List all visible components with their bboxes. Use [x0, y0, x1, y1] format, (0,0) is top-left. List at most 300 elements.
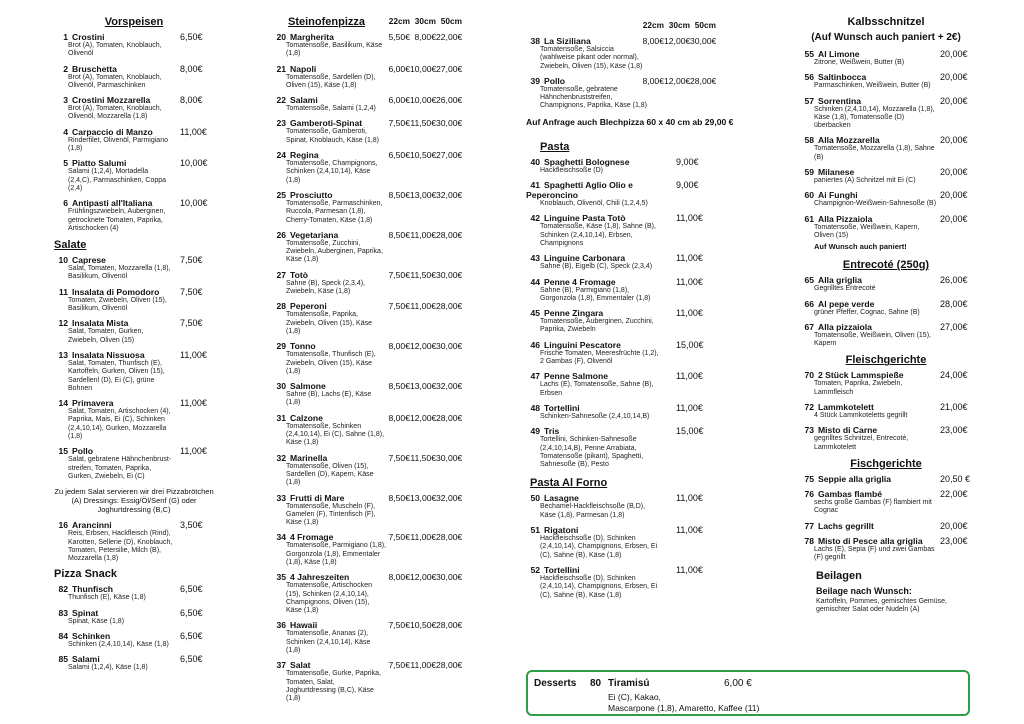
menu-item-price: 11,50€ — [410, 118, 436, 129]
menu-item-description: Hackfleischsoße (D) — [540, 166, 604, 174]
menu-item-price: 11,00€ — [676, 525, 703, 536]
menu-item-price: 32,00€ — [436, 381, 463, 392]
menu-item-price: 6,50€ — [388, 150, 410, 161]
menu-item-number: 36 — [276, 620, 286, 631]
menu-item-number: 45 — [530, 308, 540, 319]
menu-item-number: 39 — [530, 75, 540, 86]
menu-item — [54, 631, 214, 649]
menu-item-price: 8,50€ — [388, 229, 410, 240]
menu-item-name: Gambas flambé — [818, 488, 882, 499]
menu-item-number: 3 — [63, 95, 68, 106]
menu-item-description: Sahne (B), Parmigiano (1,8), Gorgonzola (1,8), Emmentaler (1,8) — [540, 286, 651, 302]
menu-item-description: Tomatensoße, Champignons, Schinken (2,4,10,14), Käse (1,8) — [286, 160, 378, 184]
menu-item-description: Bechamel-Hackfleischsoße (B,D), Käse (1,8), Parmesan (1,8) — [540, 503, 646, 519]
pizza-size-header-2 — [638, 20, 716, 30]
menu-item-price: 8,50€ — [388, 381, 410, 392]
menu-item-name: Gamberoti-Spinat — [290, 118, 363, 129]
menu-item-prices — [384, 341, 462, 351]
menu-item-description: Tomatensoße, Parmigiano (1,8), Gorgonzola (1,8), Emmentaler (1,8), Käse (1,8) — [286, 542, 386, 566]
menu-item-price: 11,00€ — [676, 276, 703, 287]
menu-item — [54, 608, 214, 626]
menu-item-description: Tomatensoße, Käse (1,8), Sahne (B), Schinken (2,4,10,14), Erbsen, Champignons — [540, 223, 656, 247]
menu-item-name: Alla griglia — [818, 275, 862, 286]
menu-item-number: 11 — [58, 286, 68, 297]
forno-list — [526, 493, 746, 599]
menu-item-number: 14 — [58, 398, 68, 409]
menu-item — [526, 277, 746, 304]
menu-item-price: 30,00€ — [436, 452, 463, 463]
menu-item — [800, 322, 972, 349]
menu-item-price: 30,00€ — [690, 36, 717, 46]
menu-item-number: 46 — [530, 339, 540, 350]
section-title-entrecote: Entrecoté (250g) — [842, 259, 930, 272]
menu-item-price: 11,00€ — [180, 349, 207, 360]
menu-item-number: 41 — [530, 180, 540, 191]
menu-item-price: 11,00€ — [410, 532, 436, 543]
menu-item-price: 11,00€ — [676, 308, 703, 319]
menu-item-number: 83 — [58, 607, 68, 618]
menu-item-name: Tris — [544, 426, 560, 437]
menu-item-name: Alla Mozzarella — [818, 135, 880, 146]
menu-item-number: 15 — [58, 446, 68, 457]
menu-item-description: Salat, Tomaten, Mozzarella (1,8), Basilikum, Olivenöl — [68, 265, 171, 281]
menu-item-title — [526, 525, 746, 535]
menu-item-price: 10,00€ — [180, 158, 208, 169]
menu-item-price: 13,00€ — [410, 189, 437, 200]
menu-item-price: 8,00€ — [180, 63, 203, 74]
menu-item-price: 22,00€ — [940, 488, 968, 499]
menu-item-number: 47 — [530, 371, 540, 382]
menu-item-number: 72 — [804, 402, 814, 413]
menu-item — [54, 255, 214, 282]
menu-item-name: Misto di Pesce alla griglia — [818, 535, 923, 546]
menu-item-number: 16 — [58, 520, 68, 531]
menu-item-description: Salat, Tomaten, Artischocken (4), Paprika, Mais, Ei (C), Schinken (2,4,10,14), Gurken, Mozzarella (1,8) — [68, 408, 171, 441]
menu-item-description: Tomatensoße, Mozzarella (1,8), Sahne (B) — [814, 145, 935, 161]
menu-item-price: 8,00€ — [642, 36, 664, 46]
menu-item-price: 12,00€ — [664, 36, 691, 46]
menu-item-title — [526, 277, 746, 287]
menu-item-number: 23 — [276, 118, 286, 129]
menu-item-title — [526, 565, 746, 575]
menu-item-number: 27 — [276, 269, 286, 280]
menu-item — [526, 371, 746, 398]
menu-item-prices — [638, 76, 716, 86]
menu-item-description: Rinderfilet, Olivenöl, Parmigiano (1,8) — [68, 136, 168, 153]
menu-item — [526, 308, 746, 335]
salate-list — [54, 255, 214, 481]
menu-item-number: 85 — [58, 654, 68, 665]
menu-item-title — [526, 371, 746, 381]
pizza-size-header — [384, 16, 462, 26]
menu-item-price: 7,50€ — [388, 532, 410, 543]
size-50: 50cm — [440, 16, 462, 26]
menu-item-description: paniertes (A) Schnitzel mit Ei (C) — [814, 177, 916, 185]
size-30: 30cm — [414, 16, 436, 26]
menu-item-prices — [384, 453, 462, 463]
size-22: 22cm — [388, 16, 410, 26]
menu-item-description: Tomatensoße, Basilikum, Käse (1,8) — [286, 42, 383, 58]
menu-item-name: Lammkotelett — [818, 402, 874, 413]
menu-item-description: Sahne (B), Lachs (E), Käse (1,8) — [286, 391, 372, 407]
menu-item-name: Carpaccio di Manzo — [72, 126, 153, 137]
pasta-list — [526, 157, 746, 470]
menu-item — [54, 287, 214, 314]
menu-item-number: 65 — [804, 275, 814, 286]
menu-item-price: 12,00€ — [410, 412, 437, 423]
menu-item-price: 28,00€ — [436, 412, 463, 423]
menu-item-description: Tomatensoße, gebratene Hähnchenbruststreifen, Champignons, Paprika, Käse (1,8) — [540, 85, 647, 110]
menu-item — [800, 214, 972, 241]
menu-item — [800, 536, 972, 563]
menu-item-prices — [384, 190, 462, 200]
menu-item-name: 2 Stück Lammspieße — [818, 370, 904, 381]
menu-item-description: Tomatensoße, Auberginen, Zucchini, Paprika, Zwiebeln — [540, 318, 654, 334]
menu-item-prices — [638, 36, 716, 46]
menu-item-price: 8,00€ — [388, 572, 410, 583]
menu-item-name: Lasagne — [544, 493, 579, 504]
menu-item-price: 12,00€ — [410, 572, 437, 583]
section-title-fischgerichte: Fischgerichte — [850, 457, 922, 470]
entrecote-list — [800, 275, 972, 348]
menu-item-description: Salat, gebratene Hähnchenbrust-streifen, Tomaten, Paprika, Gurken, Zwiebeln, Ei (C) — [68, 456, 172, 480]
menu-item-number: 32 — [276, 452, 286, 463]
menu-item-number: 66 — [804, 298, 814, 309]
menu-item-description: Tomatensoße, Muscheln (F), Gamelen (F), Tintenfisch (F), Käse (1,8) — [286, 502, 376, 527]
menu-item-name: Penne 4 Fromage — [544, 276, 616, 287]
menu-item-price: 30,00€ — [436, 269, 463, 280]
menu-item-name: Linguine Pasta Totò — [544, 213, 626, 224]
menu-item-number: 67 — [804, 321, 814, 332]
menu-item-name: Salami — [72, 654, 100, 665]
pizza-list — [272, 32, 492, 704]
menu-item-number: 55 — [804, 49, 814, 59]
menu-item-number: 49 — [530, 426, 540, 437]
menu-item-number: 34 — [276, 532, 286, 543]
menu-item — [54, 127, 214, 154]
menu-item-title — [526, 340, 746, 350]
menu-item-price: 23,00€ — [940, 535, 968, 546]
menu-item-price: 7,50€ — [388, 452, 410, 463]
menu-item — [800, 299, 972, 317]
menu-item — [54, 584, 214, 602]
menu-item-price: 12,00€ — [664, 75, 691, 86]
menu-item — [272, 381, 492, 408]
paniert-note: Auf Wunsch auch paniert! — [814, 242, 907, 252]
menu-item-name: Alla Pizzaiola — [818, 213, 873, 224]
menu-item-description: Tomatensoße, Gamberoti, Spinat, Knoblauch, Käse (1,8) — [286, 128, 380, 144]
menu-item-price: 9,00€ — [676, 180, 699, 191]
menu-item-number: 20 — [276, 32, 286, 42]
menu-item-prices — [384, 118, 462, 128]
menu-item-prices — [384, 64, 462, 74]
menu-item-description: Zitrone, Weißwein, Butter (B) — [814, 59, 905, 66]
menu-item-price: 20,00€ — [940, 135, 968, 146]
menu-item-price: 5,50€ — [388, 32, 410, 42]
menu-item-price: 20,00€ — [940, 95, 968, 106]
menu-item-price: 27,00€ — [436, 150, 463, 161]
menu-item-name: Vegetariana — [290, 229, 339, 240]
menu-item-name: Seppie alla griglia — [818, 473, 892, 484]
menu-item-number: 29 — [276, 341, 286, 352]
menu-item-name: Al Limone — [818, 49, 860, 59]
menu-item-name: Salmone — [290, 381, 326, 392]
menu-item-price: 7,50€ — [388, 620, 410, 631]
menu-item-number: 82 — [58, 584, 68, 595]
menu-item-price: 3,50€ — [180, 520, 203, 531]
section-title-pasta-al-forno: Pasta Al Forno — [530, 477, 608, 490]
menu-item-name: Alla pizzaiola — [818, 321, 872, 332]
menu-item-name: Antipasti all'Italiana — [72, 198, 153, 209]
menu-item-name: Calzone — [290, 412, 323, 423]
menu-item-description: Brot (A), Tomaten, Knoblauch, Olivenöl, Parmaschinken — [68, 73, 162, 89]
menu-item-price: 15,00€ — [676, 426, 704, 437]
menu-item-number: 61 — [804, 213, 814, 224]
menu-item-title — [526, 308, 746, 318]
menu-item-name: Frutti di Mare — [290, 492, 345, 503]
menu-item-price: 11,00€ — [676, 564, 703, 575]
menu-item-price: 6,50€ — [180, 32, 203, 42]
menu-item-number: 38 — [530, 36, 540, 46]
menu-item-number: 12 — [58, 318, 68, 329]
menu-item-price: 15,00€ — [676, 339, 704, 350]
menu-item-description: Tomatensoße, Zucchini, Zwiebeln, Auberginen, Paprika, Käse (1,8) — [286, 239, 383, 264]
menu-item-description: Reis, Erbsen, Hackfleisch (Rind), Karotten, Sellerie (D), Knoblauch, Tomaten, Petersilie, Milch (B), Mozzarella (1,8) — [68, 530, 173, 563]
menu-item-name: Ai Funghi — [818, 190, 858, 201]
menu-item-name: Milanese — [818, 167, 855, 178]
menu-item-title — [526, 426, 746, 436]
menu-item-price: 22,00€ — [436, 32, 463, 42]
menu-item-price: 11,00€ — [676, 213, 703, 224]
menu-item-name: Regina — [290, 150, 319, 161]
column-fleisch — [800, 12, 972, 615]
menu-item-prices — [384, 660, 462, 670]
menu-item-description: Tomaten, Zwiebeln, Oliven (15), Basilikum, Olivenöl — [68, 296, 167, 313]
menu-item-title — [526, 157, 746, 167]
menu-item-description: Parmaschinken, Weißwein, Butter (B) — [814, 82, 931, 90]
menu-item-price: 9,00€ — [676, 156, 699, 167]
menu-item-description: Hackfleischsoße (D), Schinken (2,4,10,14), Champignons, Erbsen, Ei (C), Sahne (B), Käse (1,8) — [540, 574, 658, 599]
fleisch-list — [800, 370, 972, 451]
menu-item-name: Salami — [290, 95, 318, 106]
menu-item-prices — [384, 413, 462, 423]
menu-item-price: 27,00€ — [940, 321, 968, 332]
menu-item — [272, 341, 492, 376]
menu-item-name: Arancinni — [72, 520, 112, 531]
menu-item-prices — [384, 572, 462, 582]
menu-item-number: 21 — [276, 63, 286, 74]
menu-item — [526, 340, 746, 367]
menu-item-description: Tomatensoße, Weißwein, Oliven (15), Kapern — [814, 331, 931, 348]
menu-item-description: Spinat, Käse (1,8) — [68, 617, 125, 625]
menu-item — [526, 525, 746, 560]
menu-item-name: Napoli — [290, 63, 317, 74]
menu-item-price: 11,00€ — [410, 301, 436, 312]
column-vorspeisen — [54, 12, 214, 678]
menu-item-name: Hawaii — [290, 620, 318, 631]
menu-item-number: 73 — [804, 425, 814, 436]
menu-item-price: 13,00€ — [410, 492, 437, 503]
menu-item-prices — [384, 150, 462, 160]
menu-item-number: 37 — [276, 660, 286, 671]
menu-item-price: 24,00€ — [940, 370, 968, 381]
menu-item-prices — [384, 230, 462, 240]
menu-item — [800, 167, 972, 185]
menu-item-price: 7,50€ — [388, 118, 410, 129]
menu-item-description: Gegrilltes Entrecoté — [814, 285, 876, 293]
menu-item-name: Saltinbocca — [818, 72, 867, 83]
menu-item-description: Salami (1,2,4), Mortadella (2,4,C), Parmaschinken, Coppa (2,4) — [68, 168, 167, 192]
menu-item-name: Al pepe verde — [818, 298, 875, 309]
menu-item-name: Salat — [290, 660, 311, 671]
menu-item — [272, 493, 492, 528]
menu-item — [526, 403, 746, 421]
menu-item-name: Prosciutto — [290, 189, 333, 200]
menu-item-number: 75 — [804, 473, 814, 484]
menu-item — [272, 532, 492, 567]
menu-item-description: Tomatensoße, Salsiccia (wahlweise pikant oder normal), Zwiebeln, Oliven (15), Käse (1,8) — [540, 46, 643, 70]
menu-item-description: Champignon-Weißwein-Sahnesoße (B) — [814, 200, 937, 208]
dessert-desc-1: Ei (C), Kakao, — [608, 692, 661, 702]
menu-item-description: Tomatensoße, Parmaschinken, Ruccola, Parmesan (1,8), Cherry-Tomaten, Käse (1,8) — [286, 199, 383, 224]
menu-item-price: 10,00€ — [180, 198, 208, 209]
menu-item-number: 28 — [276, 301, 286, 312]
menu-item-name: Thunfisch — [72, 584, 114, 595]
vorspeisen-list — [54, 32, 214, 233]
menu-item — [272, 150, 492, 185]
fisch-list — [800, 474, 972, 562]
menu-item — [272, 64, 492, 91]
size-30b: 30cm — [668, 20, 690, 30]
menu-item-description: Schinken (2,4,10,14), Käse (1,8) — [68, 640, 169, 648]
menu-item — [800, 49, 972, 67]
menu-item-description: Tomatensoße, Weißwein, Kapern, Oliven (15) — [814, 223, 920, 239]
menu-item-number: 35 — [276, 572, 286, 583]
menu-item-price: 32,00€ — [436, 492, 463, 503]
menu-item-price: 6,50€ — [180, 584, 203, 595]
menu-item-price: 10,00€ — [410, 95, 437, 106]
menu-item — [54, 318, 214, 345]
menu-item-price: 10,00€ — [410, 63, 437, 74]
menu-item-description: Tomaten, Paprika, Zwiebeln, Lammfleisch — [814, 380, 903, 396]
menu-item — [800, 275, 972, 293]
menu-item-price: 8,00€ — [642, 75, 664, 86]
menu-item-price: 30,00€ — [436, 572, 463, 583]
menu-item-number: 10 — [58, 255, 68, 266]
menu-item-price: 10,50€ — [410, 620, 437, 631]
menu-item-description: Salami (1,2,4), Käse (1,8) — [68, 664, 148, 672]
menu-item — [800, 521, 972, 531]
menu-item — [526, 76, 746, 111]
menu-item-number: 78 — [804, 535, 814, 546]
menu-item-description: Tomatensoße, Gurke, Paprika, Tomaten, Salat, Joghurtdressing (B,C), Käse (1,8) — [286, 670, 381, 703]
menu-item-description: Salat, Tomaten, Thunfisch (E), Kartoffeln, Gurken, Oliven (15), Sardellenl (D), Ei (C), grüne Bohnen — [68, 359, 165, 392]
menu-item-name: Spinat — [72, 607, 99, 618]
menu-item — [526, 565, 746, 600]
menu-item-number: 22 — [276, 95, 286, 106]
dessert-desc-2: Mascarpone (1,8), Amaretto, Kaffee (11) — [608, 703, 760, 713]
menu-item — [272, 660, 492, 703]
menu-item-description: Tomatensoße, Artischocken (15), Schinken (2,4,10,14), Champignons, Oliven (15), Käse (1,8) — [286, 582, 372, 615]
menu-item-number: 84 — [58, 630, 68, 641]
menu-item-price: 6,00€ — [388, 95, 410, 106]
menu-item-name: Rigatoni — [544, 525, 579, 536]
menu-item-number: 31 — [276, 412, 286, 423]
menu-item-price: 11,50€ — [410, 269, 436, 280]
menu-item-description: Tomatensoße, Sardellen (D), Oliven (15), Käse (1,8) — [286, 73, 376, 89]
menu-item-number: 57 — [804, 95, 814, 106]
menu-item — [54, 158, 214, 193]
menu-item — [54, 446, 214, 481]
menu-item-description: Tortellini, Schinken-Sahnesoße (2,4,10,14,B), Penne Arrabiata, Tomatensoße (pikant), Spaghetti, Sahnesoße (B), Pesto — [540, 436, 644, 469]
menu-item-name: Spaghetti Bolognese — [544, 156, 630, 167]
menu-item-name: Linguini Pescatore — [544, 339, 621, 350]
menu-item-price: 6,00€ — [388, 63, 410, 74]
menu-item-name: Bruschetta — [72, 63, 117, 74]
menu-item-price: 8,00€ — [414, 32, 436, 42]
menu-item — [800, 474, 972, 484]
menu-item-name: Crostini Mozzarella — [72, 95, 151, 106]
menu-item-price: 7,50€ — [388, 301, 410, 312]
menu-item-description: Schinken (2,4,10,14), Mozzarella (1,8), Käse (1,8), Tomatensoße (D) überbacken — [814, 105, 935, 130]
menu-item-name: Margherita — [290, 32, 334, 42]
menu-item-description: sechs große Gambas (F) flambiert mit Cognac — [814, 498, 932, 515]
menu-item-description: Hackfleischsoße (D), Schinken (2,4,10,14), Champignons, Erbsen, Ei (C), Sahne (B), Käse (1,8) — [540, 535, 658, 559]
section-title-pizza-snack: Pizza Snack — [54, 568, 117, 581]
dessert-price: 6,00 € — [724, 678, 752, 689]
menu-item-number: 24 — [276, 150, 286, 161]
menu-item-name: Misto di Carne — [818, 425, 878, 436]
menu-item-description: Tomatensoße, Schinken (2,4,10,14), Ei (C), Sahne (1,8), Käse (1,8) — [286, 422, 385, 447]
menu-item-price: 8,50€ — [388, 492, 410, 503]
menu-item-name: 4 Jahreszeiten — [290, 572, 350, 583]
snack-list — [54, 584, 214, 672]
menu-item — [272, 230, 492, 265]
menu-item — [526, 426, 746, 469]
menu-item-name: Peperoni — [290, 301, 327, 312]
menu-item-number: 76 — [804, 488, 814, 499]
menu-item-description: Salat, Tomaten, Gurken, Zwiebeln, Oliven (15) — [68, 328, 144, 344]
menu-item-price: 30,00€ — [436, 341, 463, 352]
menu-item-prices — [384, 620, 462, 630]
menu-item-name: Marinella — [290, 452, 328, 463]
menu-item-name: Sorrentina — [818, 95, 861, 106]
menu-item-number: 50 — [530, 493, 540, 504]
menu-item-number: 43 — [530, 253, 540, 264]
menu-item-prices — [384, 32, 462, 42]
section-title-vorspeisen: Vorspeisen — [104, 16, 164, 28]
dessert-name: Tiramisú — [608, 678, 650, 689]
menu-item-price: 20,00€ — [940, 213, 968, 224]
menu-item-name: Tonno — [290, 341, 316, 352]
menu-item-price: 30,00€ — [436, 118, 463, 129]
menu-item — [526, 36, 746, 71]
menu-item-price: 7,50€ — [180, 255, 203, 266]
menu-item-name: Insalata di Pomodoro — [72, 286, 160, 297]
menu-item-name: Penne Zingara — [544, 308, 604, 319]
menu-item-description: 4 Stück Lammkoteletts gegrillt — [814, 412, 908, 420]
menu-item — [800, 190, 972, 208]
menu-item-price: 28,00€ — [940, 298, 968, 309]
menu-item-price: 7,50€ — [388, 269, 410, 280]
menu-item-price: 6,50€ — [180, 607, 203, 618]
menu-item-description: Brot (A), Tomaten, Knoblauch, Olivenöl, Mozzarella (1,8) — [68, 105, 162, 121]
size-50b: 50cm — [694, 20, 716, 30]
menu-item-price: 28,00€ — [436, 229, 463, 240]
menu-item-price: 20,00€ — [940, 520, 968, 531]
menu-item-name: Lachs gegrillt — [818, 520, 874, 531]
menu-item — [54, 32, 214, 59]
